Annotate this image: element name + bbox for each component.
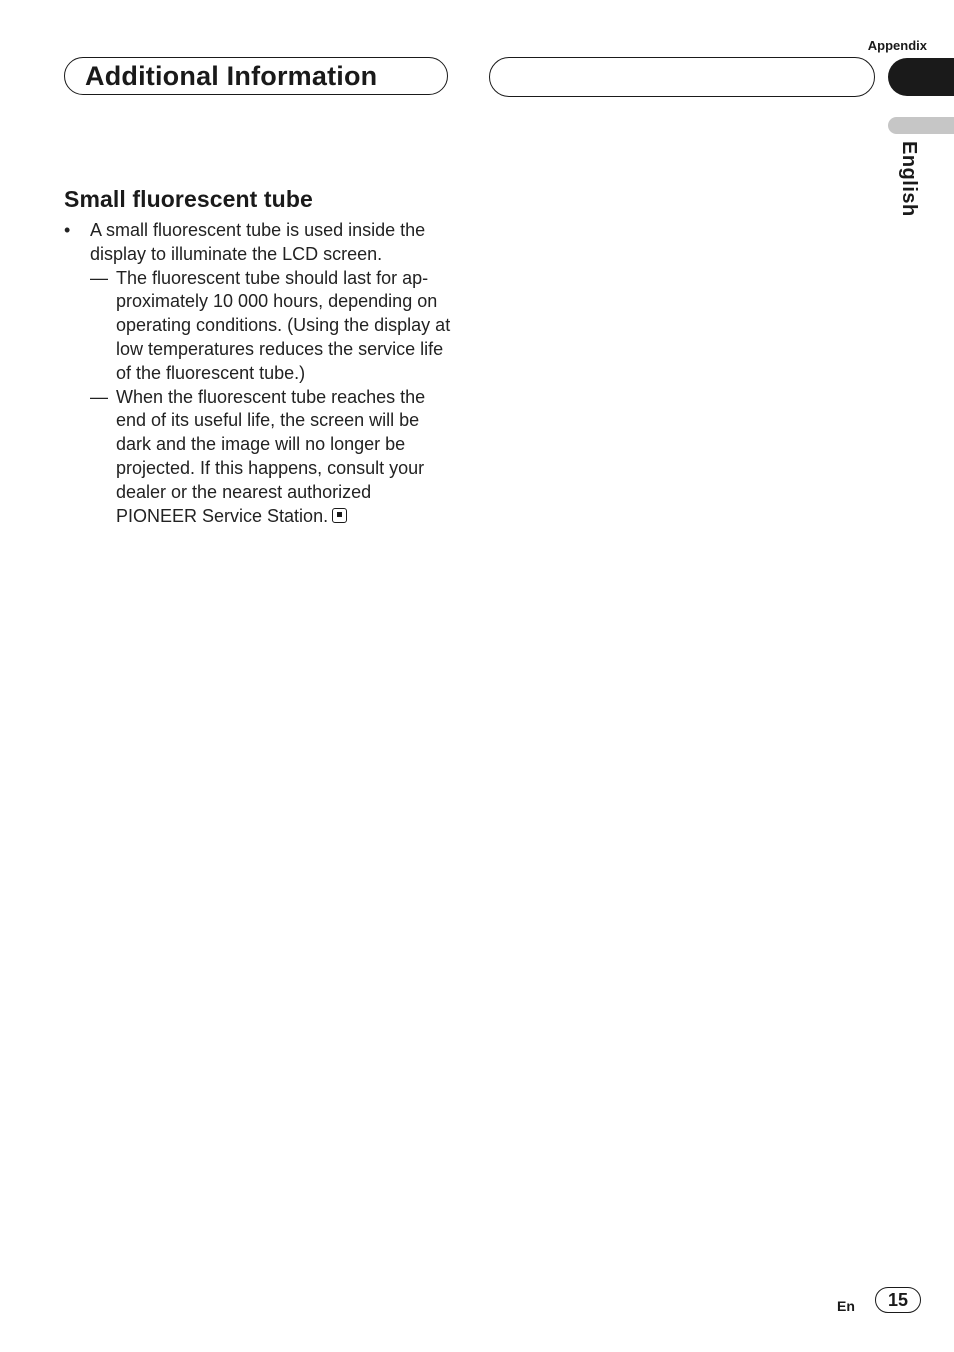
empty-header-pill [489, 57, 875, 97]
sub-item-text [116, 386, 454, 529]
sub-item-end-of-life [90, 386, 454, 529]
language-tab-marker [888, 117, 954, 134]
section-heading: Small fluorescent tube [64, 186, 313, 212]
dash-icon: — [90, 267, 108, 288]
page-number: 15 [875, 1287, 921, 1313]
bullet-item [64, 219, 454, 528]
dash-icon: — [90, 386, 108, 407]
end-of-section-icon [332, 508, 347, 523]
chapter-tab-marker [888, 58, 954, 96]
sub-item-text: The fluorescent tube should last for ap-proximately 10 000 hours, depending on operating conditions. (Using the display at low temperatures reduces the service life of the fluorescent tube.) [116, 267, 451, 383]
section-title-pill [64, 57, 448, 95]
sub-item-lifetime [90, 267, 454, 386]
language-side-label: English [898, 141, 920, 217]
footer-language-code: En [837, 1298, 855, 1314]
section-title: Additional Information [85, 60, 378, 91]
bullet-icon: • [64, 220, 71, 240]
main-content [64, 186, 454, 528]
bullet-text: A small fluorescent tube is used inside the display to illuminate the LCD screen. [90, 220, 426, 264]
appendix-label: Appendix [867, 38, 927, 53]
sub-item-text-content: When the fluorescent tube reaches the end of its useful life, the screen will be dark and the image will no longer be projected. If this happens, consult your dealer or the nearest authorized PIONEER Service Station. [116, 386, 426, 526]
